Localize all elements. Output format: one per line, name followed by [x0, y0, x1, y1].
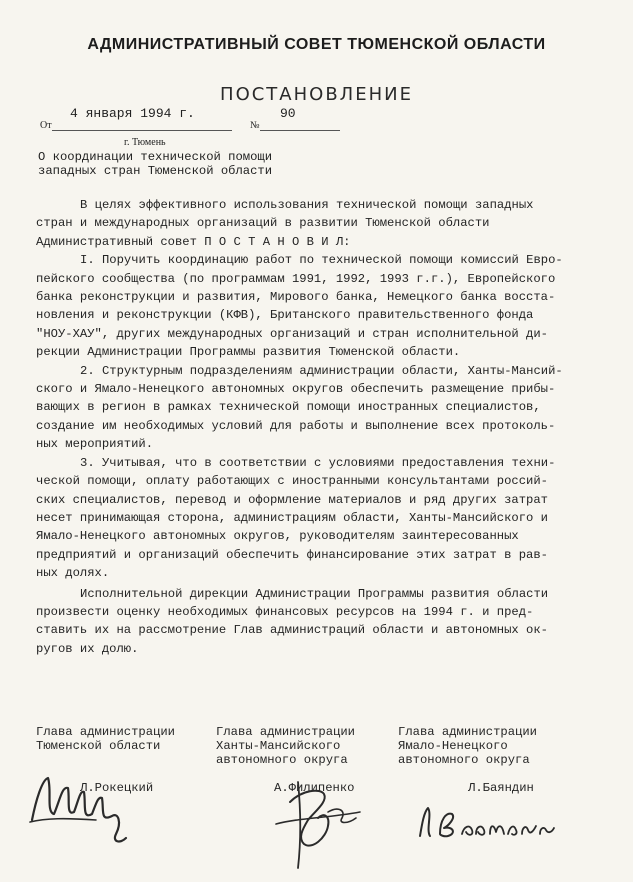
subject-line: западных стран Тюменской области: [38, 164, 273, 178]
body-line: создание им необходимых условий для работы и выполнение всех протоколь-: [36, 418, 556, 433]
decree-subject: [38, 150, 272, 178]
signatory-name: Л.Баяндин: [468, 781, 534, 795]
decree-date: 4 января 1994 г.: [70, 106, 195, 121]
body-line: рекции Администрации Программы развития Тюменской области.: [36, 345, 461, 360]
body-line: произвести оценку необходимых финансовых ресурсов на 1994 г. и пред-: [36, 604, 534, 619]
body-line: I. Поручить координацию работ по технической помощи комиссий Евро-: [80, 253, 563, 268]
handwritten-signature-filipenko: [268, 772, 368, 872]
body-line: банка реконструкции и развития, Мирового банка, Немецкого банка восста-: [36, 290, 556, 305]
organization-header: АДМИНИСТРАТИВНЫЙ СОВЕТ ТЮМЕНСКОЙ ОБЛАСТИ: [87, 36, 546, 53]
body-line: ческой помощи, оплату работающих с иностранными консультантами россий-: [36, 474, 548, 489]
signatory-title: автономного округа: [398, 753, 530, 767]
number-underline: [260, 130, 340, 131]
body-line: ных мероприятий.: [36, 437, 154, 452]
signature-block-yamalo-nenets: [398, 725, 537, 795]
number-label: №: [250, 120, 260, 131]
body-line: ругов их долю.: [36, 641, 139, 656]
signatory-title: Тюменской области: [36, 739, 161, 753]
body-line: несет принимающая сторона, администрациям области, Ханты-Мансийского и: [36, 510, 548, 525]
handwritten-signature-bayandin: [410, 800, 560, 850]
body-line: В целях эффективного использования технической помощи западных: [80, 198, 534, 212]
body-line: ских специалистов, перевод и оформление материалов и ряд других затрат: [36, 492, 548, 507]
body-line: стран и международных организаций в развитии Тюменской области: [36, 216, 490, 231]
body-line: ского и Ямало-Ненецкого автономных округов обеспечить размещение прибы-: [36, 382, 556, 397]
signatory-name: А.Филипенко: [274, 781, 355, 795]
body-line: Исполнительной дирекции Администрации Программы развития области: [80, 586, 549, 601]
signature-block-khanty-mansi: [216, 725, 355, 795]
from-label: От: [40, 120, 52, 131]
handwritten-signature-rokeckiy: [26, 760, 136, 850]
subject-line: О координации технической помощи: [38, 150, 273, 164]
date-number-line: [40, 106, 350, 132]
document-type-title: ПОСТАНОВЛЕНИЕ: [220, 84, 413, 105]
body-line: ных долях.: [36, 566, 110, 581]
body-line: "НОУ-ХАУ", других международных организаций и стран исполнительной ди-: [36, 326, 548, 341]
date-underline: [52, 130, 232, 131]
signatory-name: Л.Рокецкий: [80, 781, 154, 795]
body-line: вающих в регион в рамках технической помощи иностранных специалистов,: [36, 400, 541, 415]
decree-number: 90: [280, 106, 296, 121]
body-line: ставить их на рассмотрение Глав администраций области и автономных ок-: [36, 623, 548, 638]
body-line: новления и реконструкции (КФВ), Британского правительственного фонда: [36, 308, 534, 323]
body-line: Ямало-Ненецкого автономных округов, руководителям заинтересованных: [36, 529, 519, 544]
signatory-title: Глава администрации: [216, 725, 355, 739]
decree-body: [36, 196, 606, 658]
body-line: 2. Структурным подразделениям администрации области, Ханты-Мансий-: [80, 363, 563, 378]
body-line: предприятий и организаций обеспечить финансирование этих затрат в рав-: [36, 547, 548, 562]
signatory-title: автономного округа: [216, 753, 348, 767]
signature-block-tyumen: [36, 725, 175, 795]
signatory-title: Ханты-Мансийского: [216, 739, 341, 753]
signatory-title: Ямало-Ненецкого: [398, 739, 508, 753]
body-line: Административный совет П О С Т А Н О В И Л:: [36, 234, 351, 249]
signatory-title: Глава администрации: [36, 725, 175, 739]
signatory-title: Глава администрации: [398, 725, 537, 739]
body-line: 3. Учитывая, что в соответствии с условиями предоставления техни-: [80, 455, 556, 470]
city-label: г. Тюмень: [124, 137, 166, 148]
body-line: пейского сообщества (по программам 1991, 1992, 1993 г.г.), Европейского: [36, 271, 556, 286]
